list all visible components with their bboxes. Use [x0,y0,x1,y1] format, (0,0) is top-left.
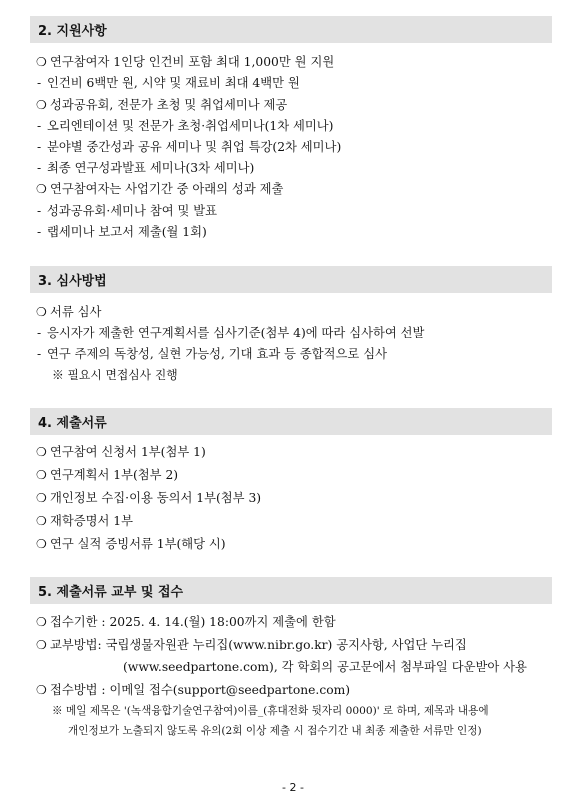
section-title: 5. 제출서류 교부 및 접수 [30,577,552,604]
list-item: - 랩세미나 보고서 제출(월 1회) [37,225,207,239]
list-item: ❍ 연구참여자는 사업기간 중 아래의 성과 제출 [36,182,284,196]
circle-bullet-icon: ❍ [36,468,47,482]
circle-bullet-icon: ❍ [36,445,47,459]
list-item: ❍ 성과공유회, 전문가 초청 및 취업세미나 제공 [36,98,288,112]
section-evaluation [30,266,552,293]
section-title: 4. 제출서류 [30,408,552,435]
circle-bullet-icon: ❍ [36,98,47,112]
page-number: - 2 - [282,781,304,794]
list-item: - 최종 연구성과발표 세미나(3차 세미나) [37,161,255,175]
list-item: - 성과공유회·세미나 참여 및 발표 [37,204,218,218]
circle-bullet-icon: ❍ [36,638,47,652]
circle-bullet-icon: ❍ [36,537,47,551]
section-submission [30,577,552,604]
section-documents [30,408,552,435]
note-line-continuation: 개인정보가 노출되지 않도록 유의(2회 이상 제출 시 접수기간 내 최종 제출한 서류만 인정) [68,725,482,737]
circle-bullet-icon: ❍ [36,182,47,196]
note-line: ※ 필요시 면접심사 진행 [52,368,178,382]
list-item: - 연구 주제의 독창성, 실현 가능성, 기대 효과 등 종합적으로 심사 [37,347,387,361]
section-title: 3. 심사방법 [30,266,552,293]
section-title: 2. 지원사항 [30,16,552,43]
list-item: ❍ 개인정보 수집·이용 동의서 1부(첨부 3) [36,491,262,505]
list-item: ❍ 연구 실적 증빙서류 1부(해당 시) [36,537,226,551]
list-item: ❍ 교부방법: 국립생물자원관 누리집(www.nibr.go.kr) 공지사항, 사업단 누리집 [36,638,467,652]
circle-bullet-icon: ❍ [36,514,47,528]
list-item: ❍ 접수방법 : 이메일 접수(support@seedpartone.com) [36,683,351,697]
list-item: ❍ 연구참여자 1인당 인건비 포함 최대 1,000만 원 지원 [36,55,335,69]
list-item: ❍ 접수기한 : 2025. 4. 14.(월) 18:00까지 제출에 한함 [36,615,336,629]
list-item-continuation: (www.seedpartone.com), 각 학회의 공고문에서 첨부파일 다운받아 사용 [123,660,527,674]
list-item: - 인건비 6백만 원, 시약 및 재료비 최대 4백만 원 [37,76,300,90]
circle-bullet-icon: ❍ [36,491,47,505]
circle-bullet-icon: ❍ [36,615,47,629]
circle-bullet-icon: ❍ [36,683,47,697]
list-item: ❍ 연구참여 신청서 1부(첨부 1) [36,445,206,459]
section-support [30,16,552,43]
circle-bullet-icon: ❍ [36,55,47,69]
list-item: - 오리엔테이션 및 전문가 초청·취업세미나(1차 세미나) [37,119,334,133]
circle-bullet-icon: ❍ [36,305,47,319]
list-item: - 응시자가 제출한 연구계획서를 심사기준(첨부 4)에 따라 심사하여 선발 [37,326,425,340]
list-item: ❍ 재학증명서 1부 [36,514,134,528]
list-item: - 분야별 중간성과 공유 세미나 및 취업 특강(2차 세미나) [37,140,342,154]
list-item: ❍ 서류 심사 [36,305,102,319]
note-line: ※ 메일 제목은 '(녹색융합기술연구참여)이름_(휴대전화 뒷자리 0000)' 로 하며, 제목과 내용에 [52,705,489,717]
list-item: ❍ 연구계획서 1부(첨부 2) [36,468,179,482]
